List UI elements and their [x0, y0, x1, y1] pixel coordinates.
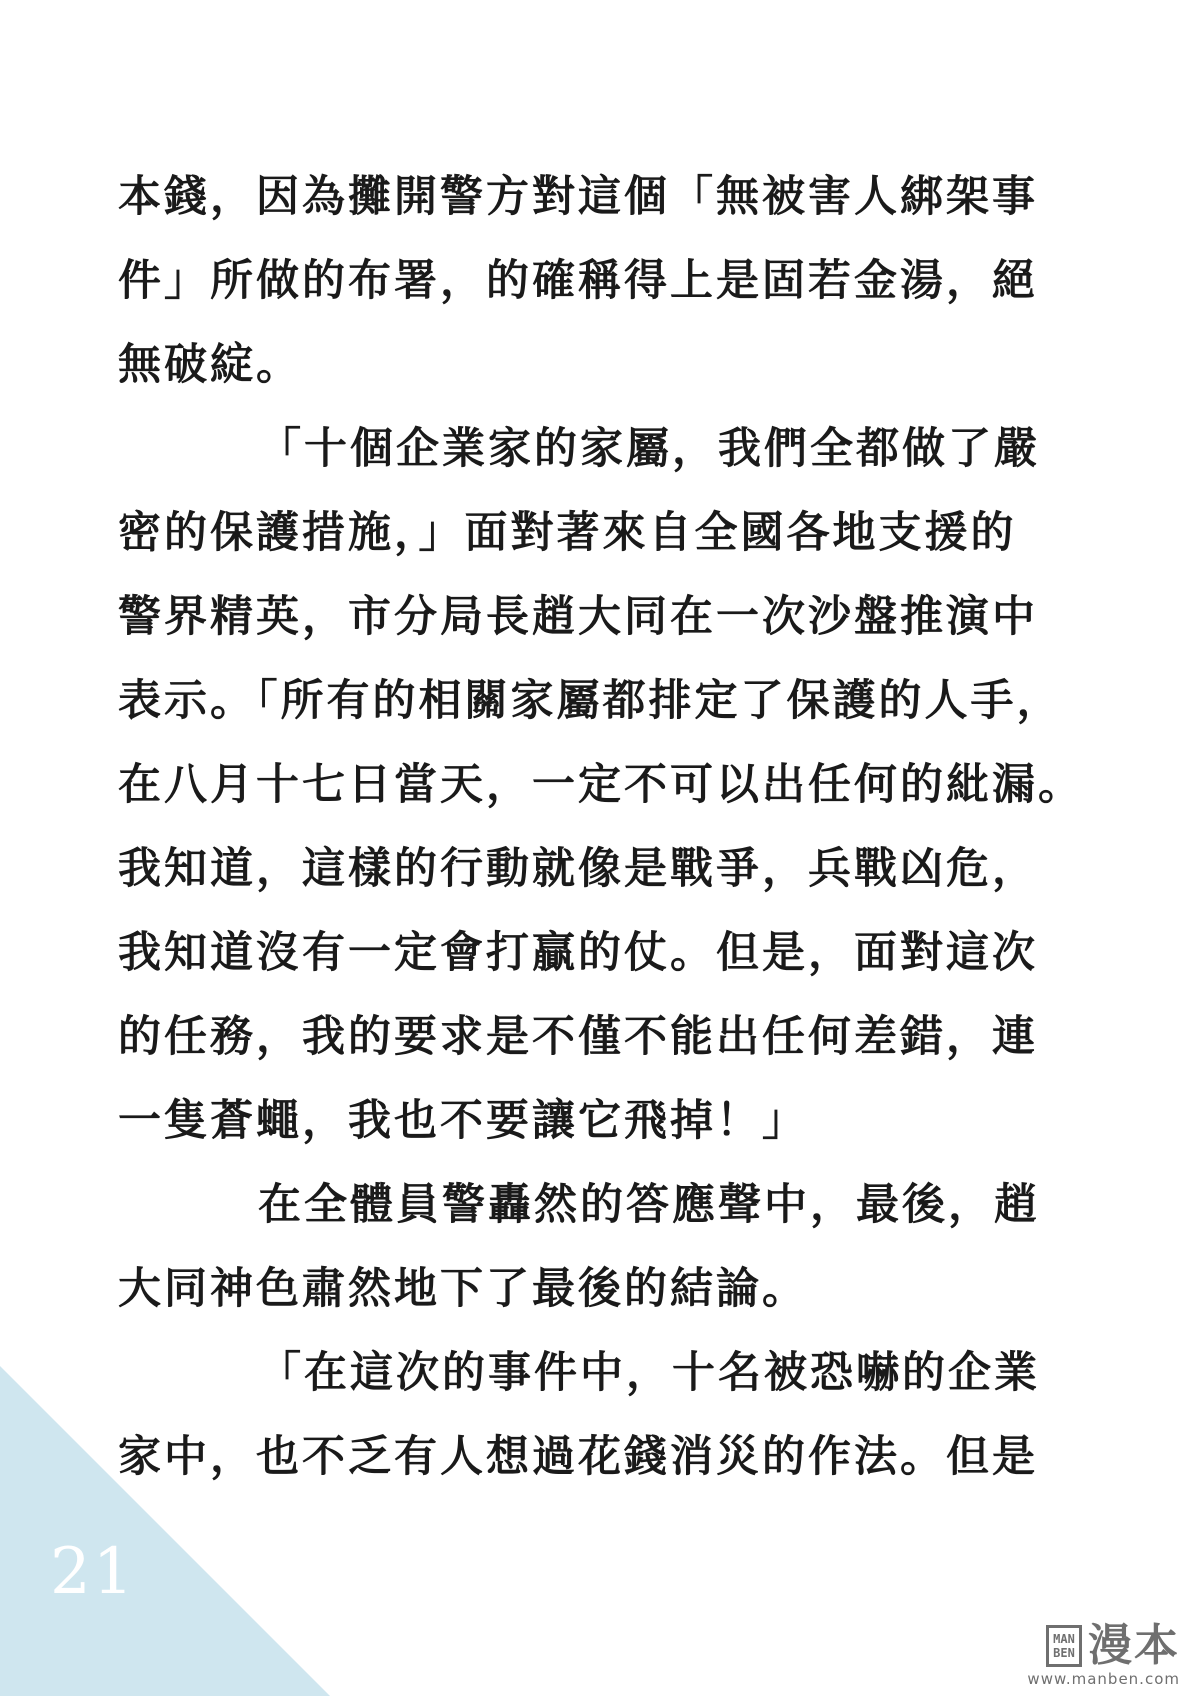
body-text	[118, 155, 1088, 1499]
text-line: 警界精英，市分局長趙大同在一次沙盤推演中	[118, 592, 1038, 642]
text-line: 家中，也不乏有人想過花錢消災的作法。但是	[118, 1432, 1038, 1482]
text-line: 我知道，這樣的行動就像是戰爭，兵戰凶危，	[118, 844, 1038, 894]
text-line: 「十個企業家的家屬，我們全都做了嚴	[258, 424, 1040, 474]
page-number: 21	[50, 1535, 136, 1609]
text-line: 表示。「所有的相關家屬都排定了保護的人手，	[118, 676, 1063, 726]
watermark	[950, 1622, 1180, 1688]
text-line: 無破綻。	[118, 340, 302, 390]
text-line: 我知道沒有一定會打贏的仗。但是，面對這次	[118, 928, 1038, 978]
text-line: 大同神色肅然地下了最後的結論。	[118, 1264, 808, 1314]
text-line: 在八月十七日當天，一定不可以出任何的紕漏。	[118, 760, 1084, 810]
text-line: 密的保護措施，」面對著來自全國各地支援的	[118, 508, 1017, 558]
text-line: 「在這次的事件中，十名被恐嚇的企業	[258, 1348, 1040, 1398]
text-line: 在全體員警轟然的答應聲中，最後，趙	[258, 1180, 1040, 1230]
watermark-url: www.manben.com	[1027, 1670, 1180, 1688]
watermark-logo-icon	[1046, 1625, 1082, 1667]
text-line: 的任務，我的要求是不僅不能出任何差錯，連	[118, 1012, 1038, 1062]
watermark-brand: 漫本	[1088, 1620, 1180, 1671]
text-line: 本錢，因為攤開警方對這個「無被害人綁架事	[118, 172, 1038, 222]
watermark-logo-top: MAN	[1053, 1632, 1075, 1646]
watermark-logo-bottom: BEN	[1053, 1646, 1075, 1660]
text-line: 件」所做的布署，的確稱得上是固若金湯，絕	[118, 256, 1038, 306]
text-line: 一隻蒼蠅，我也不要讓它飛掉！」	[118, 1096, 808, 1146]
